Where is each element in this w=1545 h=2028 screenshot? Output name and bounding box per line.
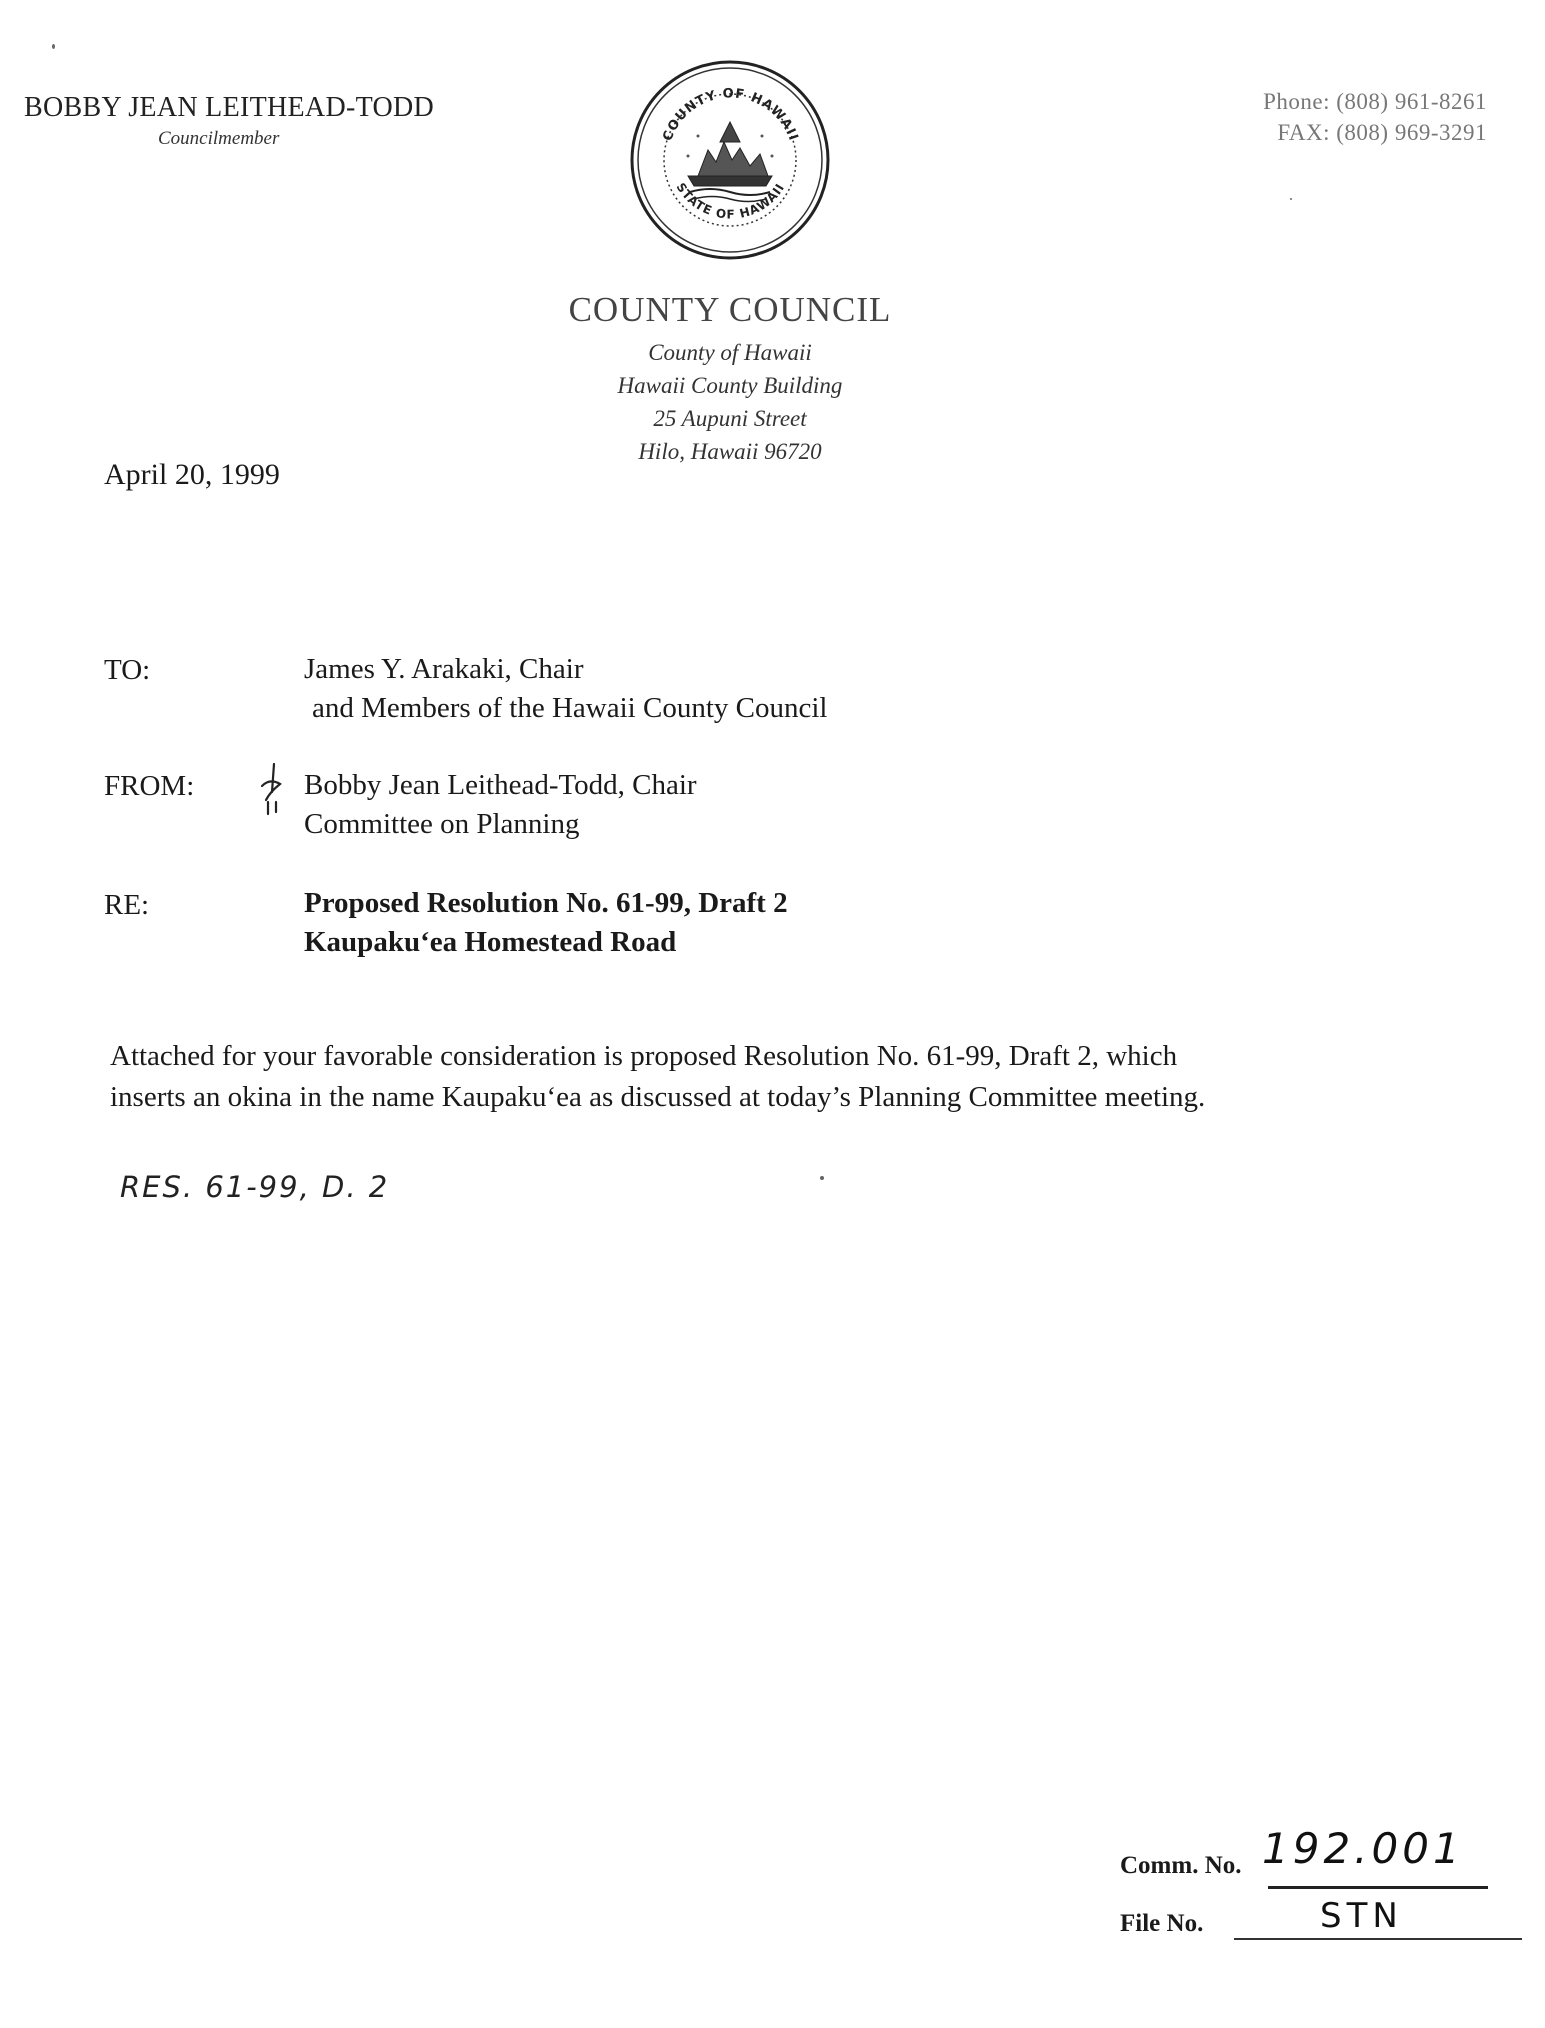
scan-speck: [1290, 198, 1292, 200]
file-no-underline: [1234, 1938, 1522, 1940]
scan-speck: [820, 1176, 824, 1180]
svg-text:STATE OF HAWAII: [674, 180, 788, 221]
file-no-label: File No.: [1120, 1910, 1204, 1937]
from-line-1: Bobby Jean Leithead-Todd, Chair: [304, 769, 697, 801]
comm-no-underline: [1268, 1886, 1488, 1889]
seal-bottom-text: STATE OF HAWAII: [673, 180, 788, 222]
council-title: COUNTY COUNCIL: [568, 290, 892, 329]
address-line-building: Hawaii County Building: [617, 373, 843, 398]
comm-no-label: Comm. No.: [1120, 1852, 1242, 1879]
comm-no-value: 192.001: [1262, 1824, 1464, 1873]
body-line-2: inserts an okina in the name Kaupaku‘ea as discussed at today’s Planning Committee meeting.: [110, 1081, 1206, 1113]
address-line-city: Hilo, Hawaii 96720: [638, 439, 822, 464]
handwritten-initials: [256, 762, 288, 820]
from-label: FROM:: [104, 770, 195, 802]
from-sender: [304, 766, 697, 844]
council-address: [500, 336, 960, 468]
re-line-2: Kaupaku‘ea Homestead Road: [304, 926, 677, 958]
contact-info: [1263, 86, 1487, 148]
memo-date: April 20, 1999: [104, 458, 280, 491]
re-subject: [304, 884, 788, 962]
councilmember-name: BOBBY JEAN LEITHEAD-TODD: [24, 92, 435, 123]
re-line-1: Proposed Resolution No. 61-99, Draft 2: [304, 887, 788, 919]
file-no-value: STN: [1320, 1896, 1403, 1936]
handwritten-note: RES. 61-99, D. 2: [120, 1170, 390, 1204]
address-line-street: 25 Aupuni Street: [653, 406, 807, 431]
to-label: TO:: [104, 654, 151, 686]
to-line-1: James Y. Arakaki, Chair: [304, 653, 584, 685]
phone-number: Phone: (808) 961-8261: [1263, 89, 1487, 114]
to-recipient: [304, 650, 827, 728]
seal-top-text: COUNTY OF HAWAII: [660, 86, 801, 144]
county-seal: [628, 58, 833, 263]
address-line-county: County of Hawaii: [648, 340, 812, 365]
fax-number: FAX: (808) 969-3291: [1277, 120, 1487, 145]
body-line-1: Attached for your favorable consideration is proposed Resolution No. 61-99, Draft 2, which: [110, 1040, 1178, 1072]
councilmember-title: Councilmember: [158, 128, 280, 149]
to-line-2: and Members of the Hawaii County Council: [312, 692, 828, 724]
from-line-2: Committee on Planning: [304, 808, 580, 840]
scan-speck: [52, 44, 55, 49]
re-label: RE:: [104, 889, 150, 921]
memo-body: [110, 1036, 1370, 1118]
